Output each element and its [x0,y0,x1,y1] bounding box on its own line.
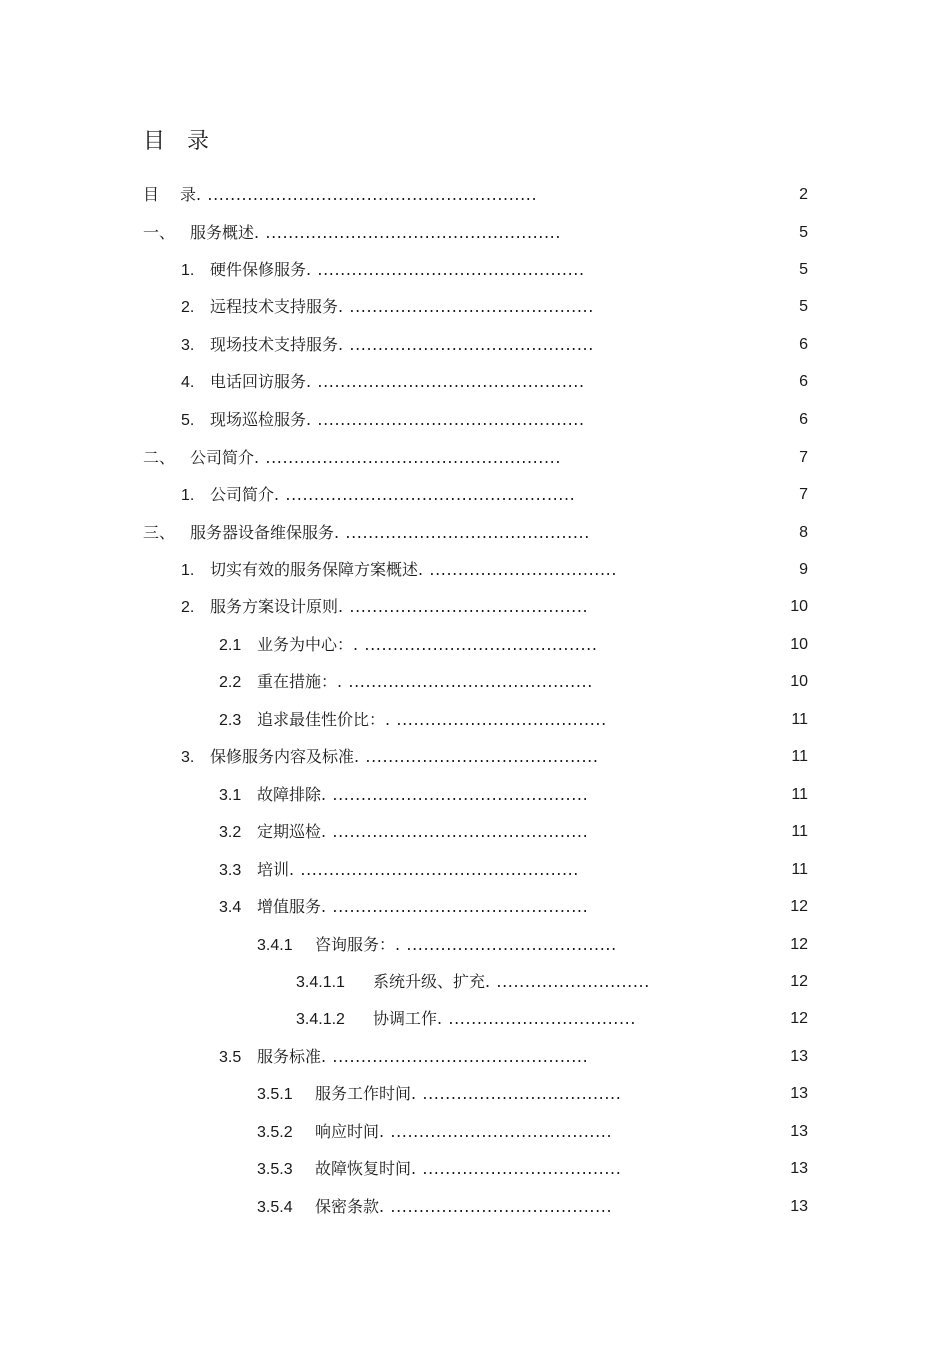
toc-entry-leader-dots: . ........................................... [337,672,593,691]
toc-entry-number: 一、 [143,225,176,242]
toc-entry-number: 3.5 [219,1049,242,1066]
toc-entry[interactable] [143,521,590,545]
toc-entry-label: 服务概述 [190,223,255,242]
toc-entry-label: 服务器设备维保服务 [190,523,335,542]
toc-entry[interactable] [296,1007,637,1031]
toc-entry-page-number: 12 [790,898,808,915]
toc-entry-label: 服务标准 [257,1047,322,1066]
toc-entry-page-number: 13 [790,1198,808,1215]
toc-entry-label: 切实有效的服务保障方案概述 [210,560,419,579]
toc-entry-leader-dots: . ................................... [411,1084,622,1103]
toc-entry-number: 4. [181,374,195,391]
toc-entry-leader-dots: . ....................................... [379,1197,613,1216]
toc-entry-label: 重在措施： [257,672,338,691]
toc-entry-number: 2. [181,299,195,316]
toc-entry-number: 3. [181,337,195,354]
toc-entry-number: 1. [181,487,195,504]
toc-entry-number: 3.2 [219,824,242,841]
toc-entry[interactable] [181,258,585,282]
toc-entry-page-number: 10 [790,636,808,653]
toc-entry-leader-dots: . ............................................... [306,372,585,391]
toc-entry[interactable] [181,595,589,619]
toc-entry[interactable] [219,708,607,732]
toc-entry-page-number: 5 [799,261,808,278]
toc-entry[interactable] [257,1195,613,1219]
toc-entry-leader-dots: . ................................. [418,560,618,579]
toc-entry-leader-dots: . ............................................. [321,1047,589,1066]
toc-entry-number: 3.5.3 [257,1161,293,1178]
toc-entry-leader-dots: . ..................................... [395,935,617,954]
toc-entry[interactable] [219,895,589,919]
title-part-1: 目 [143,129,166,154]
toc-entry-leader-dots: . .................................................... [254,223,562,242]
toc-entry-number: 1. [181,262,195,279]
toc-entry-label: 保修服务内容及标准 [210,747,355,766]
toc-entry-leader-dots: . ........................................... [338,297,594,316]
toc-entry[interactable] [181,333,594,357]
toc-entry-label: 现场技术支持服务 [210,335,339,354]
toc-entry[interactable] [181,483,576,507]
toc-entry-leader-dots: . ............................................. [321,785,589,804]
toc-entry-page-number: 13 [790,1123,808,1140]
toc-entry-number: 1. [181,562,195,579]
toc-entry-leader-dots: . ......................................... [354,747,599,766]
toc-entry-number: 2.2 [219,674,242,691]
toc-entry[interactable] [296,970,650,994]
toc-entry-page-number: 7 [799,486,808,503]
toc-entry-number: 3.4 [219,899,242,916]
toc-entry[interactable] [181,745,599,769]
toc-entry-leader-dots: . ........................................... [334,523,590,542]
toc-entry[interactable] [219,820,589,844]
toc-entry-leader-dots: . .......................................... [338,597,589,616]
toc-entry-page-number: 13 [790,1085,808,1102]
toc-entry-number: 2. [181,599,195,616]
toc-entry-page-number: 11 [791,823,808,840]
toc-entry-page-number: 7 [799,449,808,466]
toc-entry-page-number: 11 [791,861,808,878]
toc-entry-leader-dots: . ......................................... [353,635,598,654]
toc-entry-number: 3.5.2 [257,1124,293,1141]
toc-entry-leader-dots: . ..................................... [385,710,607,729]
toc-entry-label: 增值服务 [257,897,322,916]
toc-entry-label: 公司简介 [210,485,275,504]
toc-entry-label: 追求最佳性价比： [257,710,386,729]
toc-entry-leader-dots: . ............................................. [321,897,589,916]
toc-entry-page-number: 8 [799,524,808,541]
toc-entry[interactable] [219,1045,589,1069]
toc-entry-page-number: 5 [799,224,808,241]
toc-entry[interactable] [257,1082,622,1106]
toc-entry-number: 三、 [143,525,176,542]
toc-entry-label: 响应时间 [315,1122,380,1141]
toc-entry[interactable] [181,558,618,582]
toc-entry-page-number: 11 [791,748,808,765]
toc-entry-label: 故障排除 [257,785,322,804]
toc-entry[interactable] [257,1120,613,1144]
toc-entry[interactable] [143,183,538,207]
toc-entry-label: 服务方案设计原则 [210,597,339,616]
toc-entry-page-number: 13 [790,1160,808,1177]
toc-entry-page-number: 10 [790,673,808,690]
toc-entry-label: 故障恢复时间 [315,1159,412,1178]
toc-entry-page-number: 6 [799,411,808,428]
toc-entry-label: 系统升级、扩充 [373,972,486,991]
toc-entry-number: 5. [181,412,195,429]
toc-entry-label: 保密条款 [315,1197,380,1216]
toc-entry-page-number: 12 [790,973,808,990]
toc-entry-page-number: 6 [799,336,808,353]
toc-entry-number: 3.5.4 [257,1199,293,1216]
toc-entry[interactable] [257,1157,622,1181]
toc-entry-number: 3.4.1 [257,937,293,954]
toc-entry-leader-dots: . ................................................... [274,485,576,504]
toc-entry-label: 硬件保修服务 [210,260,307,279]
toc-entry-leader-dots: . ........................... [485,972,650,991]
toc-entry-leader-dots: . .................................................... [254,448,562,467]
toc-entry-label: 现场巡检服务 [210,410,307,429]
toc-entry-number: 2.3 [219,712,242,729]
toc-entry-label: 业务为中心： [257,635,354,654]
toc-entry-leader-dots: . ................................... [411,1159,622,1178]
toc-entry-page-number: 11 [791,711,808,728]
toc-entry[interactable] [181,370,585,394]
toc-entry-label: 电话回访服务 [210,372,307,391]
toc-entry-leader-dots: . ............................................... [306,260,585,279]
toc-entry-page-number: 13 [790,1048,808,1065]
toc-entry-label: 远程技术支持服务 [210,297,339,316]
toc-entry-label: 协调工作 [373,1009,438,1028]
toc-entry-number: 3.5.1 [257,1086,293,1103]
toc-entry-number: 二、 [143,450,176,467]
toc-entry[interactable] [219,858,579,882]
toc-entry-label: 定期巡检 [257,822,322,841]
toc-entry-leader-dots: . ................................. [437,1009,637,1028]
toc-entry-page-number: 6 [799,373,808,390]
toc-entry-label: 录 [180,185,197,204]
toc-entry-leader-dots: . ................................................. [289,860,579,879]
toc-entry[interactable] [257,933,617,957]
toc-entry-number: 3.3 [219,862,242,879]
toc-entry-number: 3.4.1.1 [296,974,345,991]
toc-entry[interactable] [219,783,589,807]
toc-entry-leader-dots: . ............................................. [321,822,589,841]
toc-entry[interactable] [219,633,598,657]
toc-entry[interactable] [143,446,562,470]
toc-entry-label: 咨询服务： [315,935,396,954]
toc-entry[interactable] [181,295,594,319]
toc-entry-number: 3. [181,749,195,766]
toc-entry[interactable] [143,221,562,245]
toc-entry-page-number: 5 [799,298,808,315]
toc-entry-page-number: 12 [790,936,808,953]
toc-entry-number: 3.1 [219,787,242,804]
toc-entry[interactable] [181,408,585,432]
title-part-2: 录 [187,129,210,154]
toc-entry-page-number: 2 [799,186,808,203]
toc-entry-page-number: 11 [791,786,808,803]
toc-entry-page-number: 10 [790,598,808,615]
toc-entry-number: 2.1 [219,637,242,654]
toc-entry-label: 培训 [257,860,290,879]
toc-entry-leader-dots: . ....................................... [379,1122,613,1141]
toc-entry-label: 服务工作时间 [315,1084,412,1103]
toc-entry-number: 目 [143,187,160,204]
toc-entry-page-number: 9 [799,561,808,578]
toc-entry-leader-dots: . ........................................... [338,335,594,354]
toc-entry-page-number: 12 [790,1010,808,1027]
toc-entry-number: 3.4.1.2 [296,1011,345,1028]
toc-entry-leader-dots: . .......................................................... [196,185,538,204]
toc-entry-leader-dots: . ............................................... [306,410,585,429]
toc-entry[interactable] [219,670,593,694]
toc-entry-label: 公司简介 [190,448,255,467]
